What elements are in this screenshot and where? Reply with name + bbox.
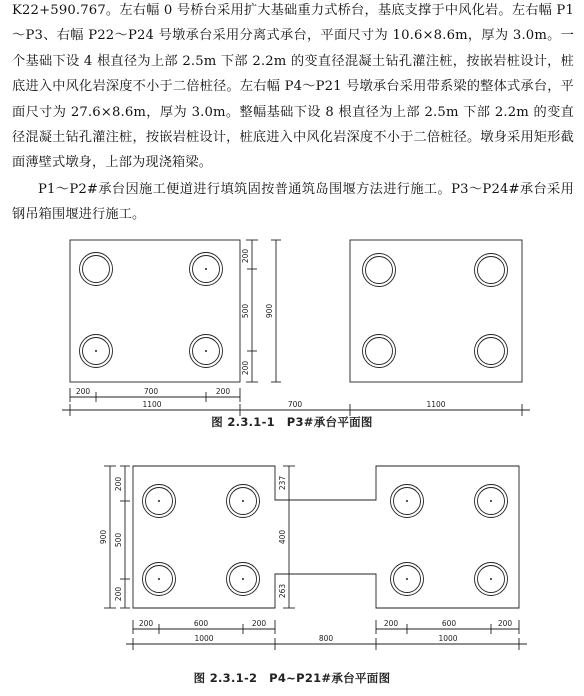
pile-circle [363,254,396,287]
dim-text: 200 [114,586,123,602]
dim-text: 500 [114,532,123,548]
dim-text: 800 [318,634,334,643]
dim-text: 600 [441,619,457,628]
p3-right-cap [350,240,522,382]
dim-text: 200 [114,476,123,492]
paragraph-pier-description: K22+590.767。左右幅 0 号桥台采用扩大基础重力式桥台，基底支撑于中风化岩。左右幅 P1～P3、右幅 P22～P24 号墩承台采用分离式承台，平面尺寸为 10.6×8.6m，厚为 3.0m。一个基础下设 4 根直径为上部 2.5m 下部 2.2m 的变直径混凝土钻孔灌注桩，按嵌岩桩设计，桩底进入中风化岩深度不小于二倍桩径。左右幅 P4～P21 号墩承台采用带系梁的整体式承台，平面尺寸为 27.6×8.6m，厚为 3.0m。整幅基础下设 8 根直径为上部 2.5m 下部 2.2m 的变直径混凝土钻孔灌注桩，按嵌岩桩设计，桩底进入中风化岩深度不小于二倍桩径。墩身采用矩形截面薄壁式墩身，上部为现浇箱梁。 [12,3,574,171]
dim-text: 263 [278,583,287,599]
fig1-vertical-dimension-lines [246,240,281,382]
dim-text: 200 [138,619,154,628]
pile-circle [363,335,396,368]
dim-text: 1000 [194,634,214,643]
figure-caption-p4-p21: 图 2.3.1-2 P4~P21#承台平面图 [193,671,391,685]
dim-text: 600 [193,619,209,628]
p4-p21-cap-outline [133,466,519,608]
dim-text: 1000 [438,634,458,643]
pile-circle [80,253,113,286]
dim-text: 900 [265,303,274,319]
dim-text: 500 [241,303,250,319]
figure-caption-p3: 图 2.3.1-1 P3#承台平面图 [211,415,373,429]
dim-text: 200 [215,387,231,396]
dim-text: 1100 [426,400,446,409]
dim-text: 200 [241,248,250,264]
paragraph-construction-method: P1～P2#承台因施工便道进行填筑固按普通筑岛围堰方法进行施工。P3～P24#承台采用钢吊箱围堰进行施工。 [12,182,574,223]
dim-text: 237 [278,475,287,491]
dim-text: 200 [497,619,513,628]
pile-circle [475,335,508,368]
dim-text: 700 [287,400,303,409]
dim-text: 200 [251,619,267,628]
dim-text: 200 [383,619,399,628]
dim-text: 700 [143,387,159,396]
dim-text: 200 [75,387,91,396]
dim-text: 400 [278,529,287,545]
dim-text: 900 [99,529,108,545]
p3-left-cap [70,240,240,382]
dim-text: 200 [241,360,250,376]
pile-circle [475,254,508,287]
dim-text: 1100 [142,400,162,409]
